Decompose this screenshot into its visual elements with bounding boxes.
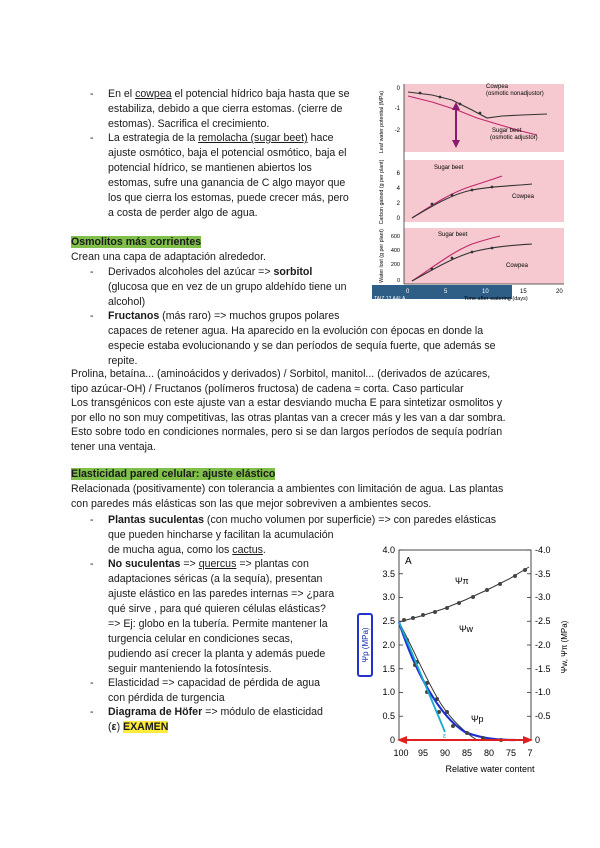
text-line: turgencia celular en condiciones secas, — [108, 633, 293, 645]
elasticidad-paragraph — [71, 482, 503, 511]
sugarbeet-label: Sugar beet — [438, 232, 468, 238]
cowpea-term: cowpea — [135, 88, 172, 100]
text-line: que pueden hincharse y facilitan la acumulación — [108, 529, 334, 541]
text-line: ajuste osmótico, baja el potencial osmótico, baja el — [108, 147, 347, 159]
sugarbeet-term: remolacha (sugar beet) — [198, 132, 308, 144]
left-tick: 3.0 — [382, 592, 395, 602]
text-line: especie estaba evolucionando y se dan períodos de sequía fuerte, que además se — [108, 340, 496, 352]
sugarbeet-label: Sugar beet — [434, 165, 464, 171]
text-run: => plantas con — [236, 558, 309, 570]
suculentas-term: Plantas suculentas — [108, 514, 204, 526]
text-run: ) — [116, 721, 124, 733]
text-line: con pérdida de turgencia — [108, 692, 225, 704]
y3-tick: 600 — [390, 234, 400, 240]
fructanos-term: Fructanos — [108, 310, 160, 322]
y3-tick: 400 — [390, 248, 400, 254]
epsilon-tangent — [399, 622, 445, 732]
text-line: a costa de perder algo de agua. — [108, 207, 258, 219]
text-line: => Ej: globo en la tubería. Permite mantener la — [108, 618, 328, 630]
cactus-term: cactus — [232, 544, 263, 556]
text-line: Los transgénicos con este ajuste van a estar desviando mucha E para sintetizar osmolitos y — [71, 397, 503, 410]
right-tick: -3.0 — [535, 592, 551, 602]
text-line: Esto sobre todo en condiciones normales, pero si se dan largos períodos de sequía podrían — [71, 426, 503, 439]
text-run: ( — [108, 721, 112, 733]
right-tick: -4.0 — [535, 545, 551, 555]
text-run: (más raro) => muchos grupos polares — [159, 310, 340, 322]
heading-text: Elasticidad pared celular: ajuste elástico — [71, 468, 276, 480]
psi-p-markers — [413, 663, 503, 742]
y1-tick: -2 — [394, 128, 400, 134]
x-tick: 80 — [483, 748, 495, 758]
bullet-dash: - — [90, 88, 94, 100]
no-suculentas-term: No suculentas — [108, 558, 181, 570]
cowpea-sublabel: (osmotic nonadjustor) — [486, 91, 544, 97]
x-axis-label: Relative water content — [445, 764, 535, 774]
bullet-dash: - — [90, 132, 94, 144]
left-tick: 3.5 — [382, 569, 395, 579]
bullet-dash: - — [90, 706, 94, 718]
x-tick: 7 — [527, 748, 533, 758]
sugarbeet-label: Sugar beet — [492, 128, 522, 134]
x-tick: 90 — [439, 748, 451, 758]
bullet-dash: - — [90, 677, 94, 689]
osmolitos-paragraph — [71, 367, 506, 455]
y-axis-label-right: Ψw, Ψπ (MPa) — [560, 620, 569, 674]
text-line: tipo azúcar-OH) / Fructanos (polímeros fructosa) de cadena ≈ corta. Caso particular — [71, 382, 464, 395]
text-run: La estrategia de la — [108, 132, 199, 144]
text-line: alcohol) — [108, 296, 146, 308]
text-line: ajuste elástico en las paredes internas => ¿para — [108, 588, 335, 600]
text-line: con paredes más elásticas son las que mejor sobreviven a ambientes secos. — [71, 497, 432, 510]
panel-label: A — [405, 556, 412, 567]
left-tick: 0.5 — [382, 711, 395, 721]
psi-w-label: Ψw — [459, 624, 474, 634]
sugarbeet-sublabel: (osmotic adjustor) — [490, 135, 538, 141]
y3-tick: 200 — [390, 262, 400, 268]
y2-tick: 4 — [396, 186, 400, 192]
text-line: Relacionada (positivamente) con tolerancia a ambientes con limitación de agua. Las plantas — [71, 483, 504, 495]
x-tick: 85 — [461, 748, 473, 758]
x-tick: 75 — [505, 748, 517, 758]
epsilon-symbol: ε — [111, 721, 117, 733]
text-line: estomas). Sacrifica el crecimiento. — [108, 118, 270, 130]
text-line: por ello no son muy competitivas, las otras plantas van a crecer más y les van a dar sombra. — [71, 411, 506, 424]
text-line: tener una ventaja. — [71, 440, 156, 453]
text-line: potencial hídrico, se mantienen abiertos los — [108, 162, 312, 174]
sorbitol-term: sorbitol — [273, 266, 313, 278]
bullet-dash: - — [90, 266, 94, 278]
text-line: estabiliza, debido a que cierra estomas. (cierre de — [108, 103, 343, 115]
cowpea-label: Cowpea — [512, 194, 535, 200]
elasticidad-heading — [71, 467, 275, 482]
left-tick: 2.5 — [382, 616, 395, 626]
text-line: qué sirve , para qué quieren células elásticas? — [108, 603, 326, 615]
psi-p-curve — [399, 622, 515, 740]
x-axis-label: Time after watering (days) — [464, 296, 528, 302]
y-axis-label-left: Ψp (MPa) — [361, 627, 370, 663]
psi-p-label: Ψp — [471, 714, 484, 724]
text-run: de mucha agua, como los — [108, 544, 233, 556]
right-tick: -0.5 — [535, 711, 551, 721]
text-line: estomas, sufre una ganancia de C algo mayor que — [108, 177, 346, 189]
text-run: En el — [108, 88, 136, 100]
text-run: (con mucho volumen por superficie) => con paredes elásticas — [203, 514, 497, 526]
y2-tick: 0 — [396, 216, 400, 222]
left-tick: 0 — [389, 735, 395, 745]
text-line: Elasticidad => capacidad de pérdida de agua — [108, 677, 321, 689]
x-tick: 15 — [520, 289, 527, 295]
exam-badge: EXAMEN — [123, 721, 169, 733]
figure-credit: TAIZ 12 A&LA — [374, 296, 406, 302]
text-line: adaptaciones séricas (a la sequía), presentan — [108, 573, 323, 585]
right-tick: -2.5 — [535, 616, 551, 626]
y2-tick: 6 — [396, 171, 400, 177]
osmolitos-heading — [71, 235, 201, 250]
text-run: => — [180, 558, 199, 570]
hofer-diagram — [355, 542, 580, 780]
osmolitos-intro: Crean una capa de adaptación alrededor. — [71, 251, 266, 263]
text-line: pudiendo así crecer la planta y además puede — [108, 648, 326, 660]
text-line: (glucosa que en vez de un grupo aldehído tiene un — [108, 281, 347, 293]
text-line: capaces de retener agua. Ha aparecido en la evolución con épocas en donde la — [108, 325, 484, 337]
y-axis-label-3: Water lost (g per plant) — [379, 229, 385, 283]
y-axis-label-1: Leaf water potential (MPa) — [379, 90, 385, 154]
left-tick: 1.5 — [382, 664, 395, 674]
text-run: el potencial hídrico baja hasta que se — [171, 88, 350, 100]
cowpea-label: Cowpea — [486, 84, 509, 90]
x-tick: 10 — [482, 289, 489, 295]
right-tick: -3.5 — [535, 569, 551, 579]
hofer-term: Diagrama de Höfer — [108, 706, 203, 718]
left-tick: 2.0 — [382, 640, 395, 650]
panel-2-bg — [404, 160, 564, 222]
cowpea-label: Cowpea — [506, 263, 529, 269]
epsilon-mark: ε — [443, 733, 447, 740]
panel-3-bg — [404, 228, 564, 284]
arrow-left-head — [397, 736, 407, 744]
x-tick: 100 — [393, 748, 409, 758]
left-tick: 4.0 — [382, 545, 395, 555]
x-tick: 20 — [556, 289, 563, 295]
text-run: hace — [307, 132, 334, 144]
y1-tick: 0 — [396, 86, 400, 92]
right-tick: -1.0 — [535, 687, 551, 697]
heading-text: Osmolitos más corrientes — [71, 236, 202, 248]
x-tick: 5 — [444, 289, 448, 295]
cowpea-sugarbeet-figure — [372, 80, 570, 302]
x-tick: 95 — [417, 748, 429, 758]
arrow-right-head — [523, 736, 533, 744]
text-run: Derivados alcoholes del azúcar => — [108, 266, 274, 278]
y-axis-label-2: Carbon gained (g per plant) — [379, 159, 385, 225]
psi-pi-label: Ψπ — [455, 576, 469, 586]
text-line: Prolina, betaína... (aminoácidos y derivados) / Sorbitol, manitol... (derivados de azúcares, — [71, 368, 491, 380]
psi-w-markers — [405, 638, 449, 714]
bullet-dash: - — [90, 514, 94, 526]
right-tick: -1.5 — [535, 664, 551, 674]
bullet-dash: - — [90, 310, 94, 322]
quercus-term: quercus — [198, 558, 237, 570]
x-tick: 0 — [406, 289, 410, 295]
text-line: seguir manteniendo la fotosíntesis. — [108, 663, 272, 675]
y1-tick: -1 — [394, 106, 400, 112]
text-run: => módulo de elasticidad — [202, 706, 323, 718]
text-line: repite. — [108, 355, 138, 367]
right-tick: -2.0 — [535, 640, 551, 650]
bullet-dash: - — [90, 558, 94, 570]
y2-tick: 2 — [396, 201, 400, 207]
psi-w-curve — [399, 622, 477, 740]
right-axis-ticks — [527, 550, 531, 716]
y3-tick: 0 — [396, 278, 400, 284]
left-tick: 1.0 — [382, 687, 395, 697]
right-tick: 0 — [535, 735, 541, 745]
text-line: los que cierra los estomas, puede crecer más, pero — [108, 192, 349, 204]
text-run: . — [262, 544, 266, 556]
